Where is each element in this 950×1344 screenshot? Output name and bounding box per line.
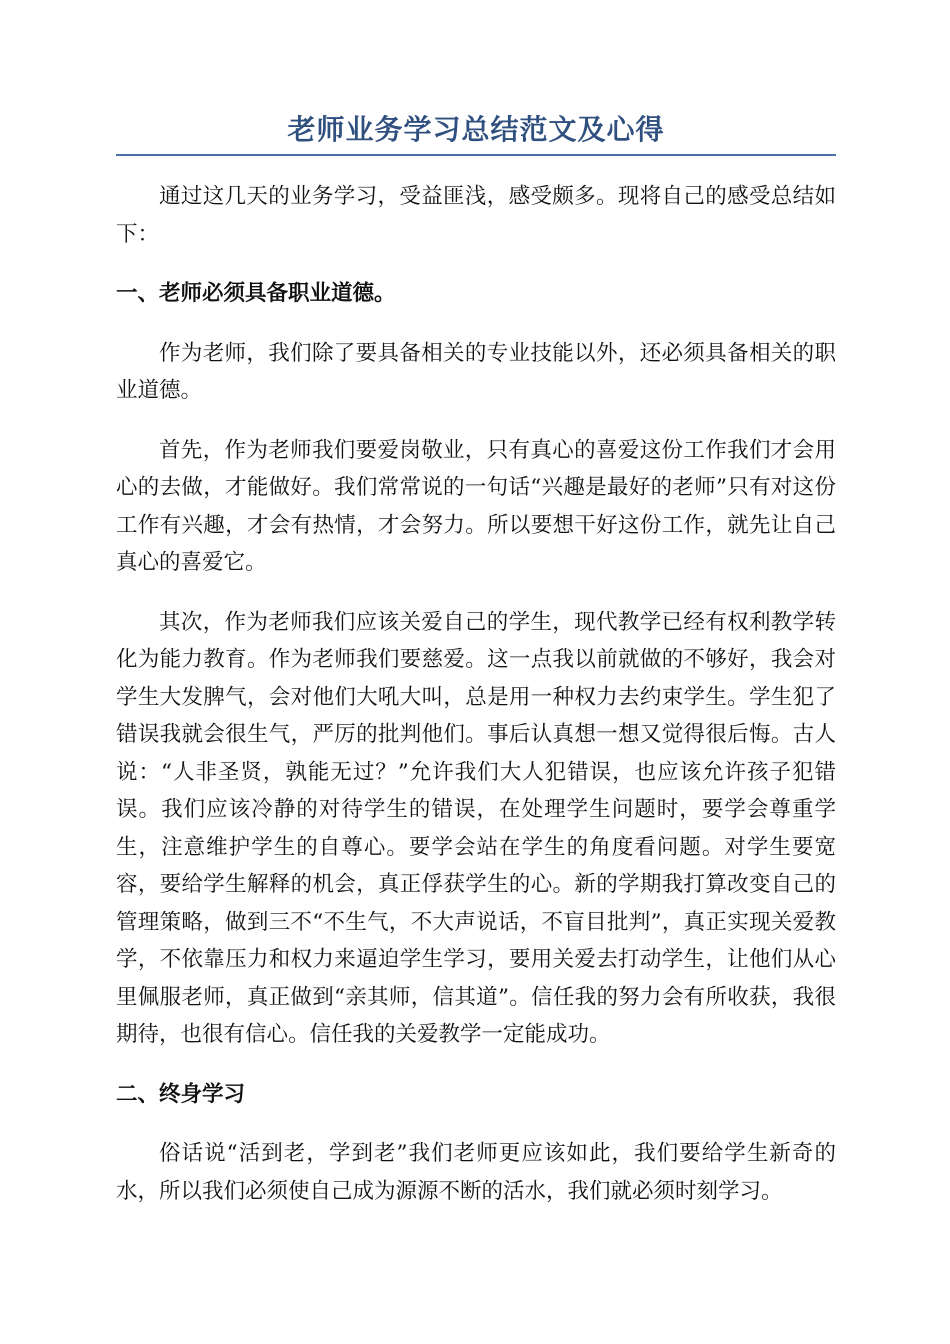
section-heading-2: 二、终身学习 xyxy=(116,1081,246,1107)
document-page xyxy=(116,108,836,1232)
document-title: 老师业务学习总结范文及心得 xyxy=(116,108,836,156)
intro-paragraph: 通过这几天的业务学习，受益匪浅，感受颇多。现将自己的感受总结如下： xyxy=(116,184,836,247)
section2-paragraph-1: 俗话说“活到老，学到老”我们老师更应该如此，我们要给学生新奇的水，所以我们必须使自己成为源源不断的活水，我们就必须时刻学习。 xyxy=(116,1141,836,1204)
section-heading-1: 一、老师必须具备职业道德。 xyxy=(116,281,396,306)
section1-paragraph-2: 首先，作为老师我们要爱岗敬业，只有真心的喜爱这份工作我们才会用心的去做，才能做好。我们常常说的一句话“兴趣是最好的老师”只有对这份工作有兴趣，才会有热情，才会努力。所以要想干好这份工作，就先让自己真心的喜爱它。 xyxy=(116,437,836,575)
section1-paragraph-1: 作为老师，我们除了要具备相关的专业技能以外，还必须具备相关的职业道德。 xyxy=(116,340,836,403)
section1-paragraph-3: 其次，作为老师我们应该关爱自己的学生，现代教学已经有权利教学转化为能力教育。作为老师我们要慈爱。这一点我以前就做的不够好，我会对学生大发脾气，会对他们大吼大叫，总是用一种权力去约束学生。学生犯了错误我就会很生气，严厉的批判他们。事后认真想一想又觉得很后悔。古人说：“人非圣贤，孰能无过？”允许我们大人犯错误，也应该允许孩子犯错误。我们应该冷静的对待学生的错误，在处理学生问题时，要学会尊重学生，注意维护学生的自尊心。要学会站在学生的角度看问题。对学生要宽容，要给学生解释的机会，真正俘获学生的心。新的学期我打算改变自己的管理策略，做到三不“不生气，不大声说话，不盲目批判”，真正实现关爱教学，不依靠压力和权力来逼迫学生学习，要用关爱去打动学生，让他们从心里佩服老师，真正做到“亲其师，信其道”。信任我的努力会有所收获，我很期待，也很有信心。信任我的关爱教学一定能成功。 xyxy=(116,609,836,1047)
